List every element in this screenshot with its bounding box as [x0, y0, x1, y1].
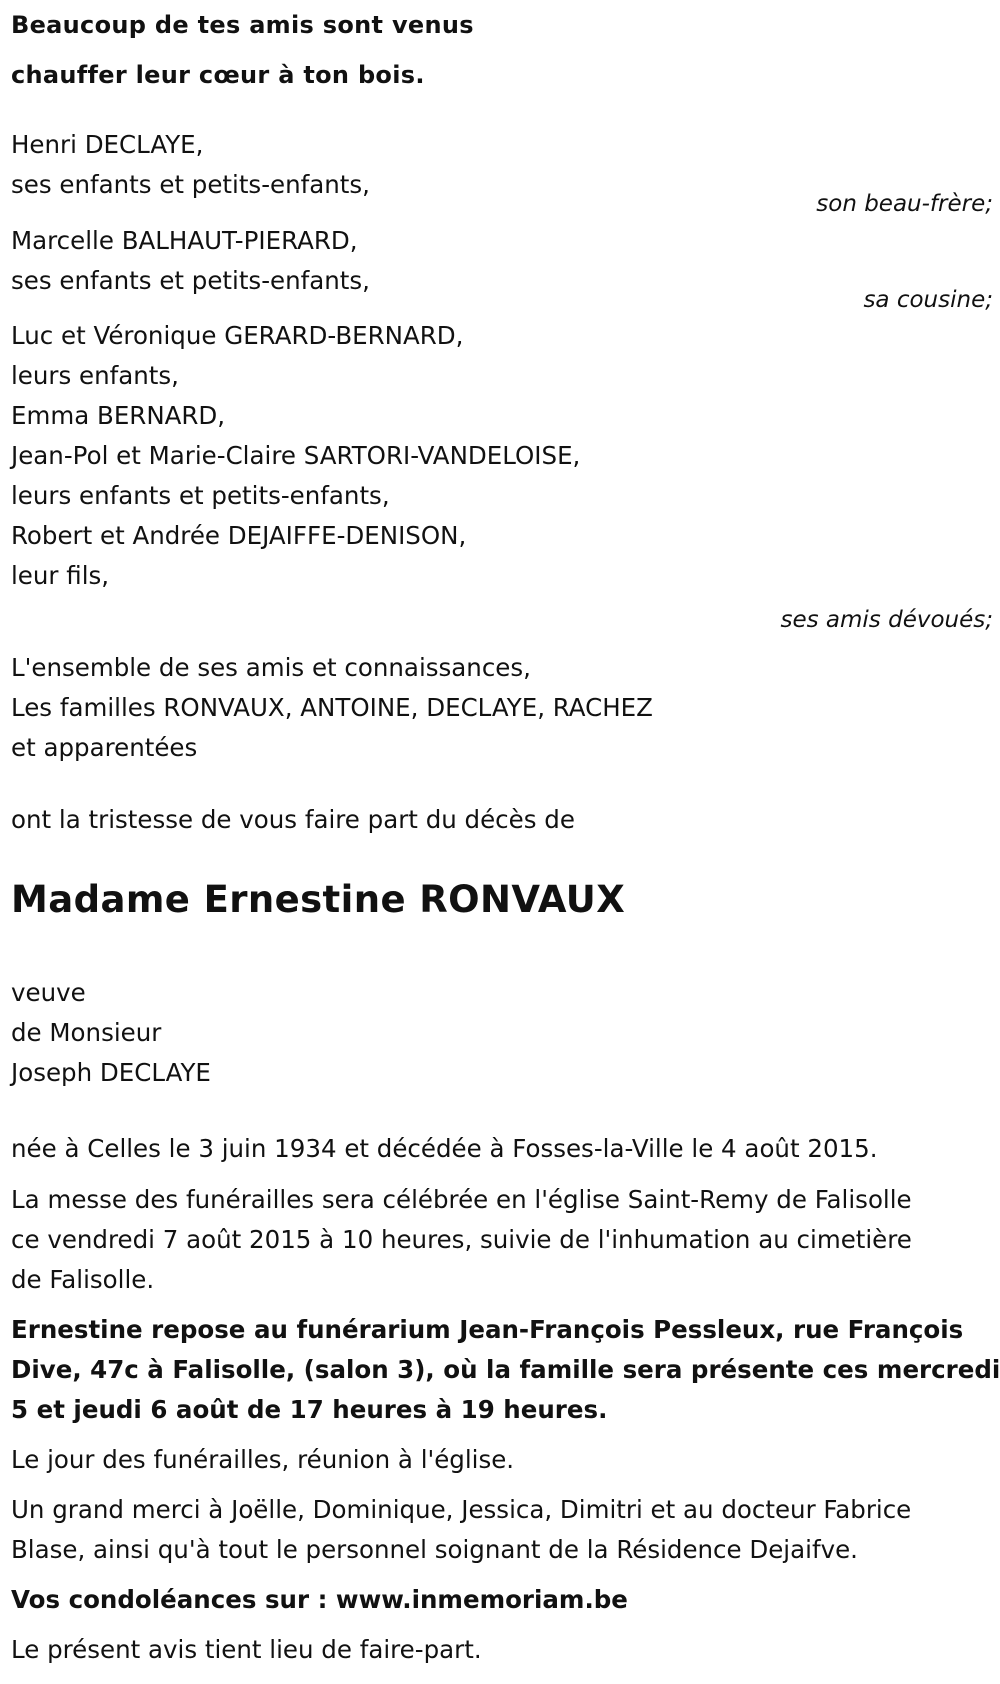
relation-label: sa cousine;: [863, 287, 993, 313]
mourner-line: leurs enfants,: [11, 361, 179, 390]
mourner-line: Marcelle BALHAUT-PIERARD,: [11, 226, 358, 255]
thanks-paragraph: [11, 1490, 911, 1570]
mourner-line: ses enfants et petits-enfants,: [11, 170, 370, 199]
paragraph-line: née à Celles le 3 juin 1934 et décédée à Fosses-la-Ville le 4 août 2015.: [11, 1134, 878, 1163]
widow-of: [11, 973, 211, 1093]
mourner-line: ses enfants et petits-enfants,: [11, 266, 370, 295]
mourner-group: [11, 125, 993, 217]
relation-label: son beau-frère;: [816, 191, 993, 217]
mourner-line: Emma BERNARD,: [11, 401, 226, 430]
viewing-paragraph: [11, 1310, 1000, 1430]
mourner-line: Luc et Véronique GERARD-BERNARD,: [11, 321, 464, 350]
mourner-line: et apparentées: [11, 733, 198, 762]
mourner-line: leur fils,: [11, 561, 110, 590]
notice-paragraph: [11, 1630, 482, 1670]
paragraph-line: de Falisolle.: [11, 1265, 155, 1294]
paragraph-line: ce vendredi 7 août 2015 à 10 heures, suivie de l'inhumation au cimetière: [11, 1225, 912, 1254]
paragraph-line: 5 et jeudi 6 août de 17 heures à 19 heures.: [11, 1395, 608, 1424]
mourner-group: [11, 648, 993, 768]
epigraph: [11, 0, 474, 100]
mourner-line: L'ensemble de ses amis et connaissances,: [11, 653, 531, 682]
mourner-line: Henri DECLAYE,: [11, 130, 204, 159]
widow-line: veuve: [11, 978, 86, 1007]
condolences-paragraph: [11, 1580, 628, 1620]
widow-line: Joseph DECLAYE: [11, 1058, 211, 1087]
mourner-line: leurs enfants et petits-enfants,: [11, 481, 390, 510]
paragraph-line: Dive, 47c à Falisolle, (salon 3), où la famille sera présente ces mercredi: [11, 1355, 1000, 1384]
mourner-line: Robert et Andrée DEJAIFFE-DENISON,: [11, 521, 467, 550]
mourner-group: [11, 316, 993, 633]
mourner-line: Les familles RONVAUX, ANTOINE, DECLAYE, RACHEZ: [11, 693, 653, 722]
epigraph-line: Beaucoup de tes amis sont venus: [11, 11, 474, 39]
birth-death-paragraph: [11, 1129, 878, 1169]
funeral-mass-paragraph: [11, 1180, 912, 1300]
meeting-paragraph: [11, 1440, 514, 1480]
announcement-text: ont la tristesse de vous faire part du décès de: [11, 805, 575, 834]
paragraph-line: Ernestine repose au funérarium Jean-François Pessleux, rue François: [11, 1315, 964, 1344]
condolences-line: Vos condoléances sur : www.inmemoriam.be: [11, 1585, 628, 1614]
paragraph-line: Le jour des funérailles, réunion à l'église.: [11, 1445, 515, 1474]
paragraph-line: La messe des funérailles sera célébrée en l'église Saint-Remy de Falisolle: [11, 1185, 912, 1214]
epigraph-line: chauffer leur cœur à ton bois.: [11, 61, 425, 89]
paragraph-line: Un grand merci à Joëlle, Dominique, Jessica, Dimitri et au docteur Fabrice: [11, 1495, 912, 1524]
mourner-line: Jean-Pol et Marie-Claire SARTORI-VANDELOISE,: [11, 441, 581, 470]
widow-line: de Monsieur: [11, 1018, 162, 1047]
deceased-name: Madame Ernestine RONVAUX: [11, 878, 626, 921]
paragraph-line: Le présent avis tient lieu de faire-part.: [11, 1635, 482, 1664]
paragraph-line: Blase, ainsi qu'à tout le personnel soignant de la Résidence Dejaifve.: [11, 1535, 858, 1564]
relation-label: ses amis dévoués;: [780, 607, 993, 633]
mourner-group: [11, 221, 993, 313]
